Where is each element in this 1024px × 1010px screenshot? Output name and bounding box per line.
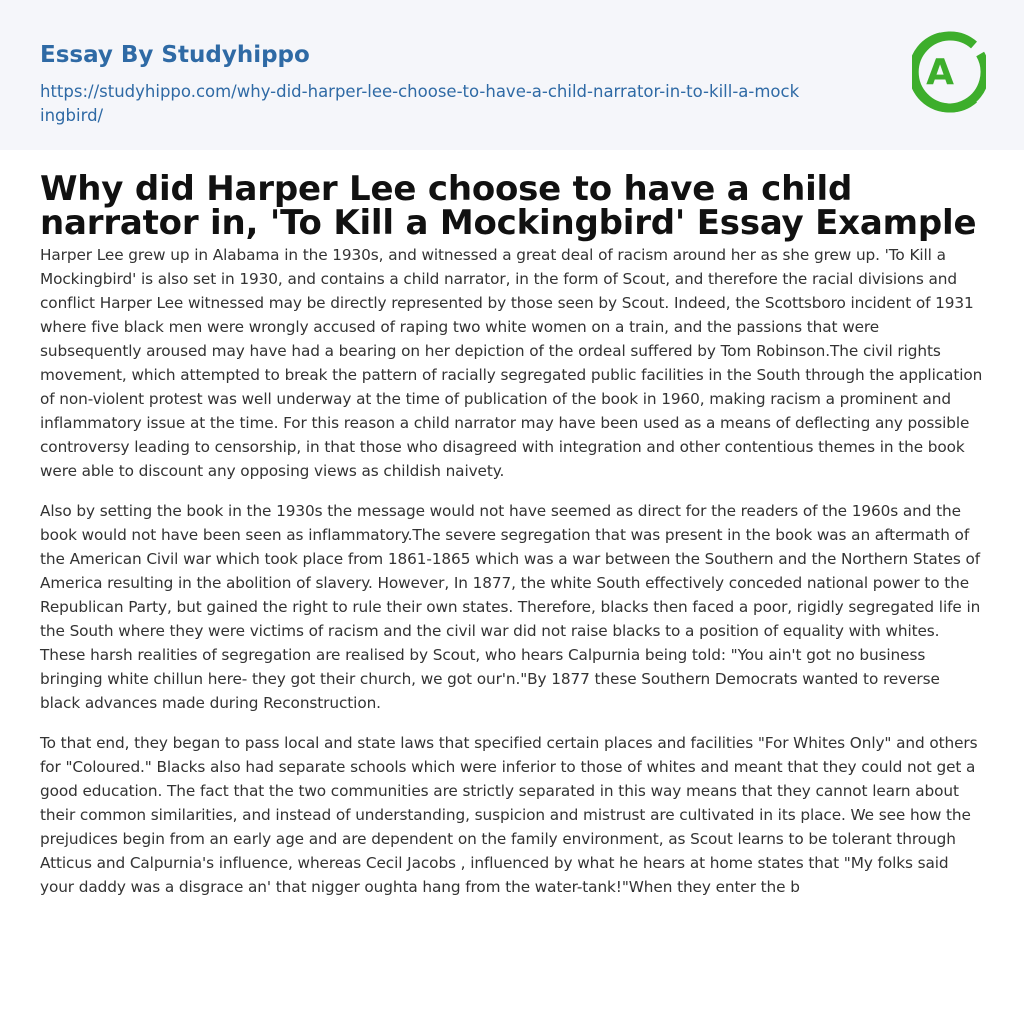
site-header bbox=[0, 0, 1024, 150]
article-title: Why did Harper Lee choose to have a child narrator in, 'To Kill a Mockingbird' Essay Example bbox=[40, 169, 977, 243]
source-url-link[interactable]: https://studyhippo.com/why-did-harper-lee-choose-to-have-a-child-narrator-in-to-kill-a-mockingbird/ bbox=[40, 82, 800, 125]
studyhippo-logo-icon[interactable] bbox=[912, 29, 986, 115]
site-brand[interactable]: Essay By Studyhippo bbox=[40, 42, 310, 68]
article bbox=[0, 169, 1024, 899]
logo-letter: A bbox=[926, 52, 954, 93]
article-paragraph-1: Harper Lee grew up in Alabama in the 1930s, and witnessed a great deal of racism around her as she grew up. 'To Kill a Mockingbird' is also set in 1930, and contains a child narrator, in the form of Scout, and therefore the racial divisions and conflict Harper Lee witnessed may be directly represented by those seen by Scout. Indeed, the Scottsboro incident of 1931 where five black men were wrongly accused of raping two white women on a train, and the passions that were subsequently aroused may have had a bearing on her depiction of the ordeal suffered by Tom Robinson.The civil rights movement, which attempted to break the pattern of racially segregated public facilities in the South through the application of non-violent protest was well underway at the time of publication of the book in 1960, making racism a prominent and inflammatory issue at the time. For this reason a child narrator may have been used as a means of deflecting any possible controversy leading to censorship, in that those who disagreed with integration and other contentious themes in the book were able to discount any opposing views as childish naivety. bbox=[40, 246, 983, 480]
article-paragraph-2: Also by setting the book in the 1930s the message would not have seemed as direct for the readers of the 1960s and the book would not have been seen as inflammatory.The severe segregation that was present in the book was an aftermath of the American Civil war which took place from 1861-1865 which was a war between the Southern and the Northern States of America resulting in the abolition of slavery. However, In 1877, the white South effectively conceded national power to the Republican Party, but gained the right to rule their own states. Therefore, blacks then faced a poor, rigidly segregated life in the South where they were victims of racism and the civil war did not raise blacks to a position of equality with whites. These harsh realities of segregation are realised by Scout, who hears Calpurnia being told: "You ain't got no business bringing white chillun here- they got their church, we got our'n."By 1877 these Southern Democrats wanted to reverse black advances made during Reconstruction. bbox=[40, 502, 981, 712]
article-paragraph-3: To that end, they began to pass local and state laws that specified certain places and facilities "For Whites Only" and others for "Coloured." Blacks also had separate schools which were inferior to those of whites and meant that they could not get a good education. The fact that the two communities are strictly separated in this way means that they cannot learn about their common similarities, and instead of understanding, suspicion and mistrust are cultivated in its place. We see how the prejudices begin from an early age and are dependent on the family environment, as Scout learns to be tolerant through Atticus and Calpurnia's influence, whereas Cecil Jacobs , influenced by what he hears at home states that "My folks said your daddy was a disgrace an' that nigger oughta hang from the water-tank!"When they enter the b bbox=[40, 734, 978, 896]
